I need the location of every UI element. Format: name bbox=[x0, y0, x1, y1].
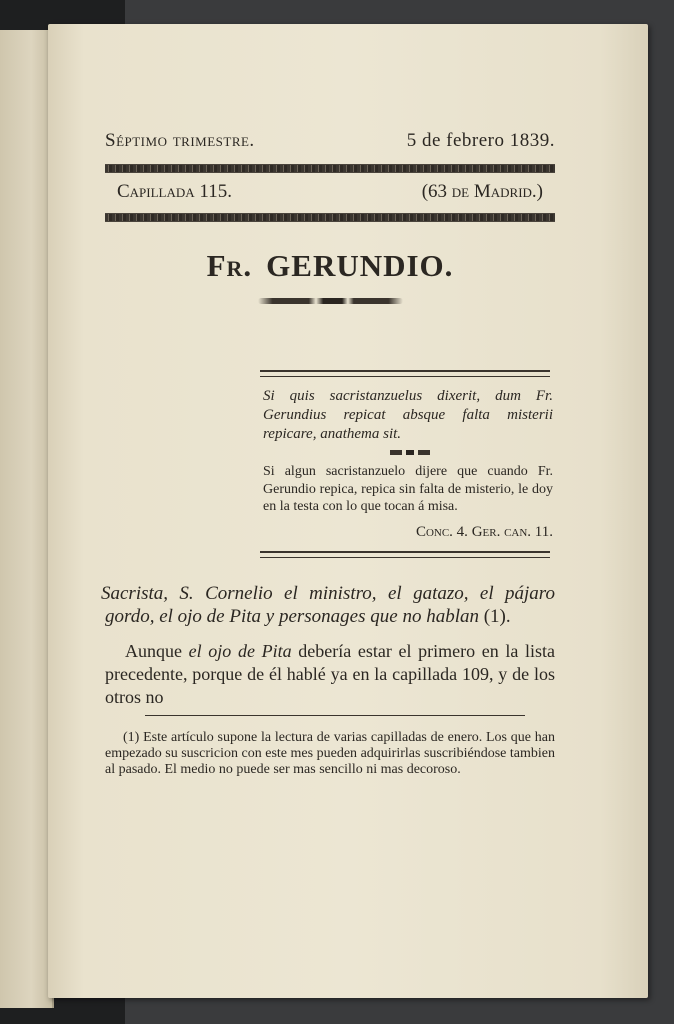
masthead-prefix: Fr. bbox=[206, 248, 253, 283]
header-rule bbox=[105, 164, 555, 173]
epigraph-bottom-rule bbox=[260, 551, 550, 558]
epigraph-latin: Si quis sacristanzuelus dixerit, dum Fr. Gerundius repicat absque falta misterii repicare, anathema sit. bbox=[263, 388, 553, 442]
masthead bbox=[105, 248, 555, 284]
trimester-label: Séptimo trimestre. bbox=[105, 130, 255, 151]
header-row bbox=[105, 130, 555, 152]
issue-rule bbox=[105, 213, 555, 222]
epigraph-ornament bbox=[390, 450, 430, 455]
madrid-number: (63 de Madrid.) bbox=[421, 181, 543, 202]
citation-suffix: Ger. can. 11. bbox=[471, 523, 553, 540]
facing-page-edge bbox=[0, 30, 54, 1008]
article-heading-note: (1). bbox=[483, 605, 511, 627]
issue-number: Capillada 115. bbox=[117, 181, 232, 202]
article-body bbox=[105, 640, 555, 709]
footnote-rule bbox=[145, 715, 525, 716]
epigraph-spanish: Si algun sacristanzuelo dijere que cuando Fr. Gerundio repica, repica sin falta de misterio, le doy en la testa con lo que tocan á misa. bbox=[263, 464, 553, 514]
masthead-title: GERUNDIO. bbox=[266, 248, 454, 283]
body-italic: el ojo de Pita bbox=[188, 640, 292, 661]
article-heading-text: Sacrista, S. Cornelio el ministro, el gatazo, el pájaro gordo, el ojo de Pita y personages que no hablan bbox=[101, 582, 555, 627]
epigraph bbox=[105, 370, 555, 558]
issue-row bbox=[105, 181, 555, 203]
epigraph-top-rule bbox=[260, 370, 550, 377]
article-heading bbox=[101, 582, 555, 628]
footnote: (1) Este artículo supone la lectura de varias capilladas de enero. Los que han empezado su suscricion con este mes pueden adquirirlas suscribiéndose tambien al pasado. El medio no puede ser mas sencillo ni mas decoroso. bbox=[105, 729, 555, 777]
epigraph-citation bbox=[263, 524, 553, 541]
body-rest: debería estar el primero en la lista precedente, porque de él hablé ya en la capillada 109, y de los otros no bbox=[105, 640, 556, 707]
date-label: 5 de febrero 1839. bbox=[406, 130, 555, 151]
body-start: Aunque bbox=[125, 640, 182, 661]
masthead-ornament bbox=[258, 298, 403, 304]
page-content bbox=[101, 130, 556, 778]
citation-prefix: Conc. 4. bbox=[415, 523, 468, 540]
